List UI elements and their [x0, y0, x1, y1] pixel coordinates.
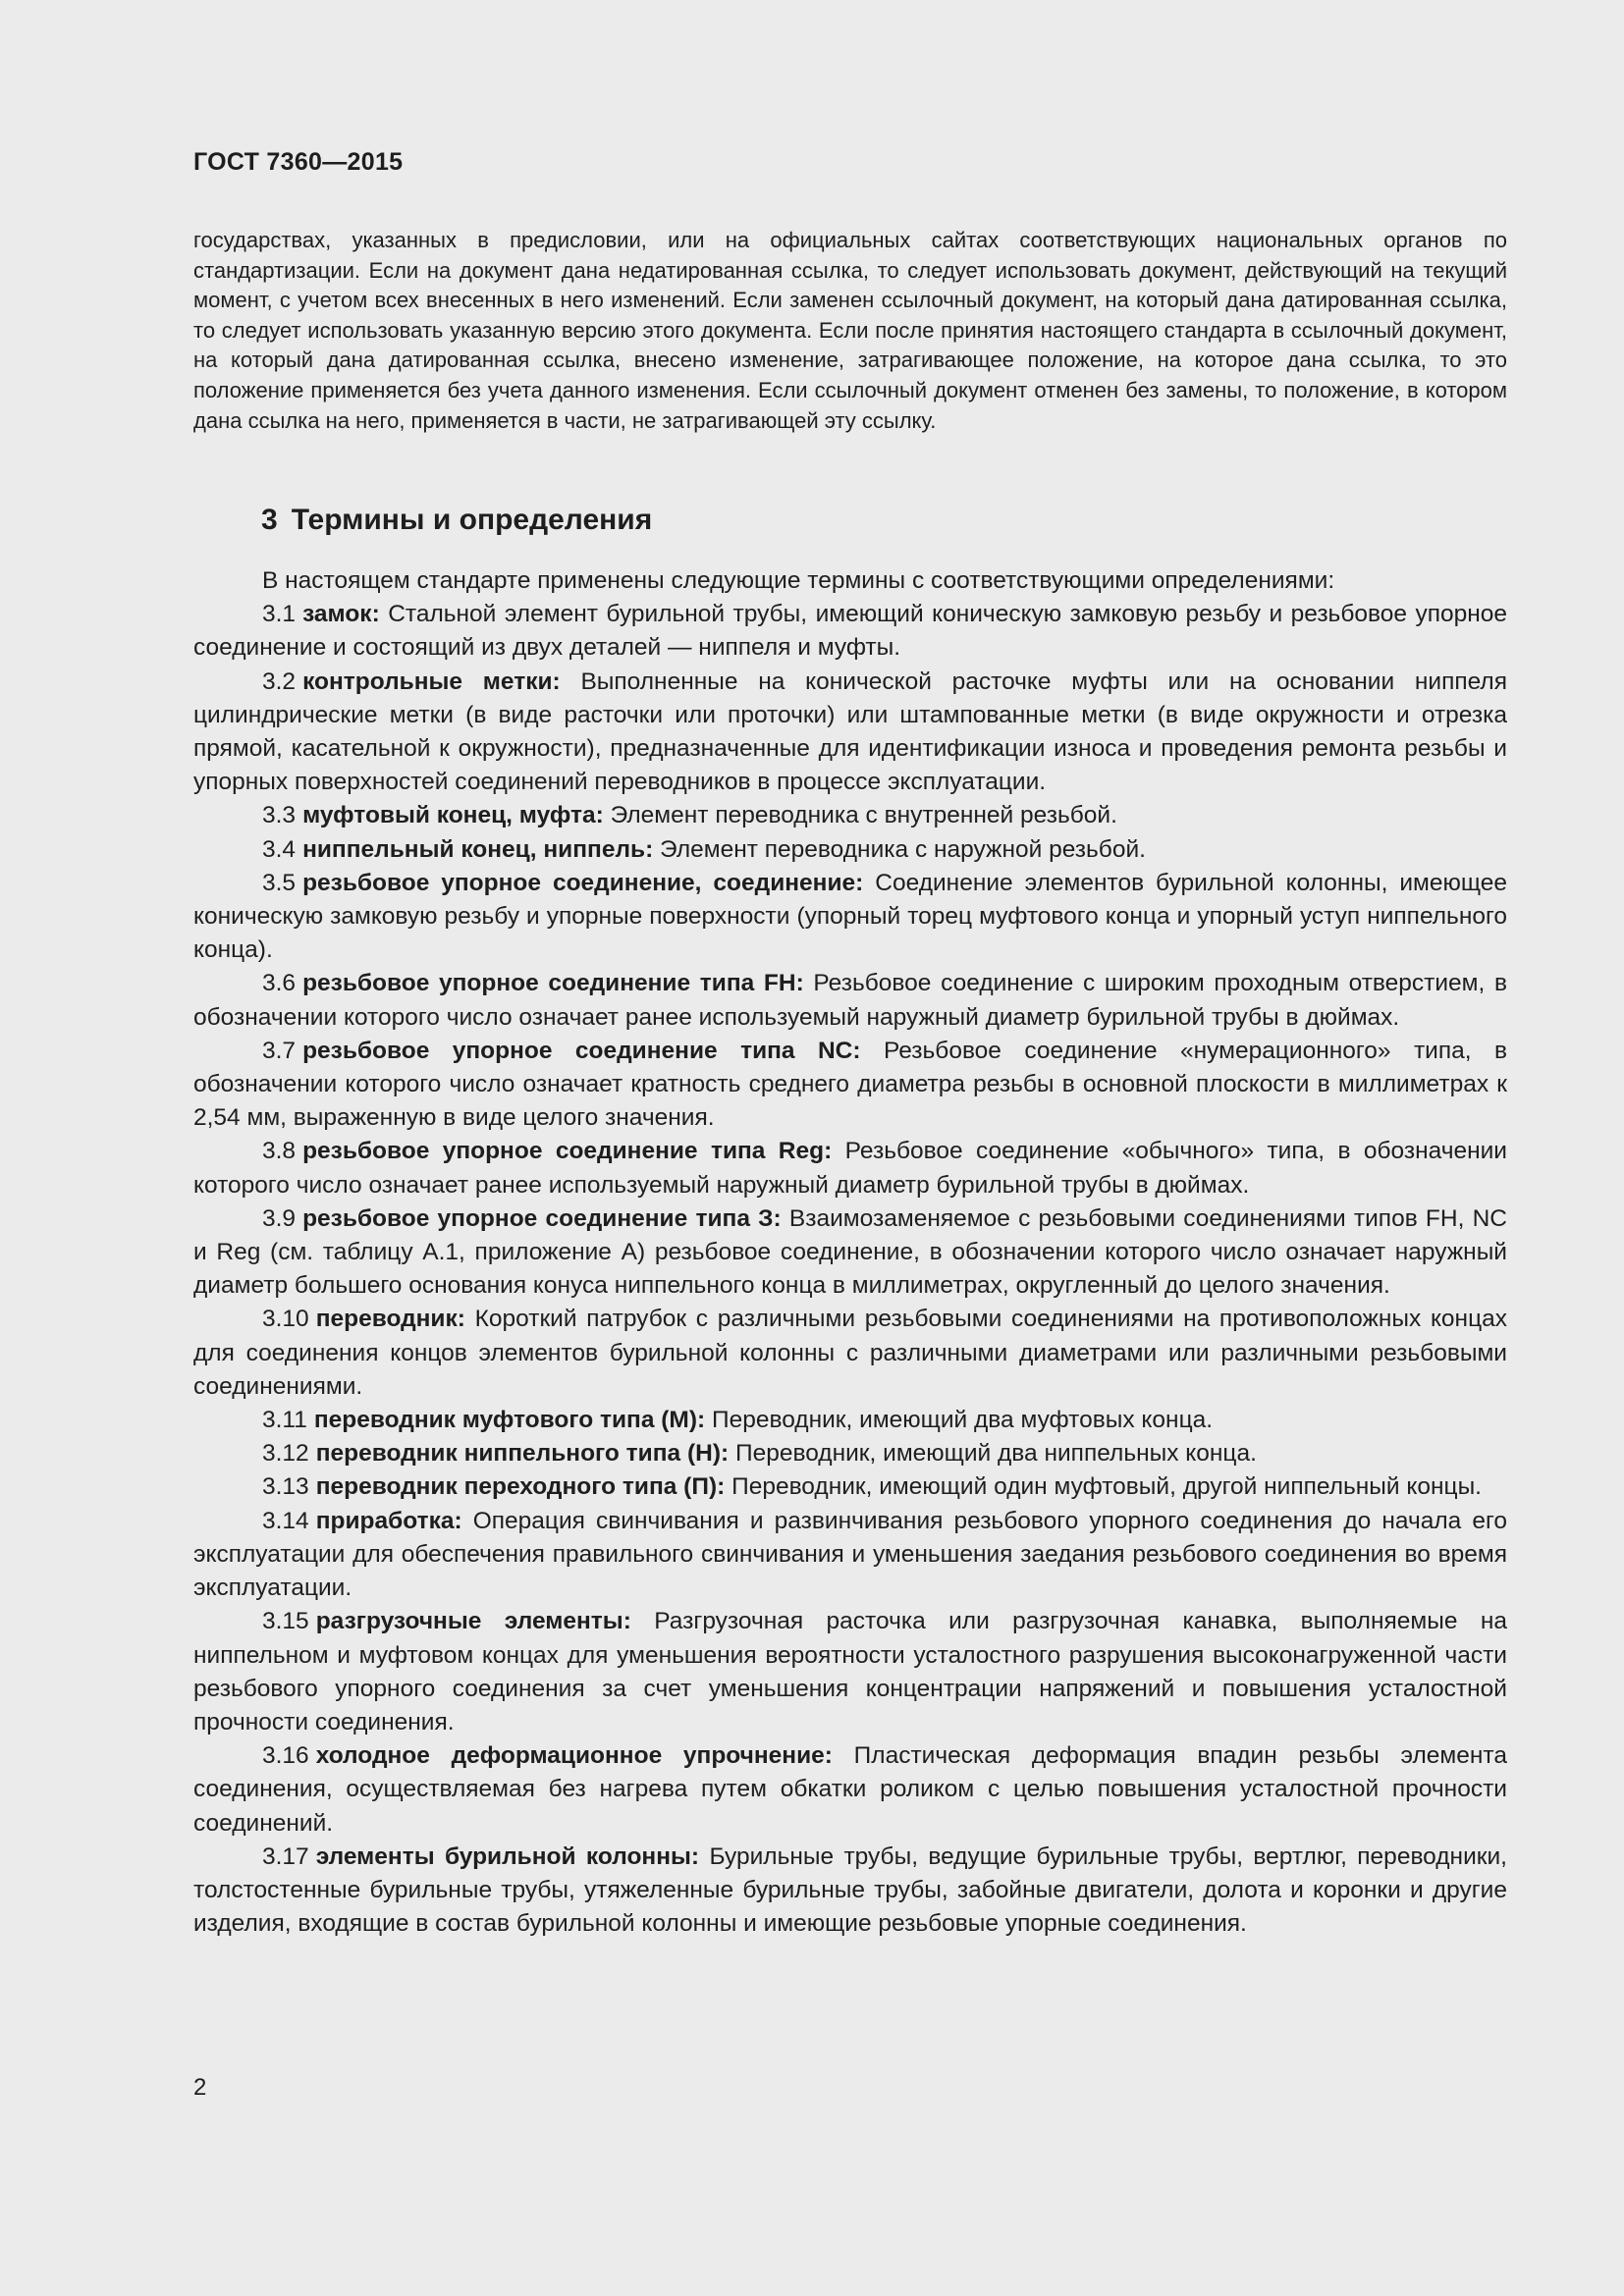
term-entry — [193, 1605, 1507, 1739]
term-entry — [193, 1470, 1507, 1504]
term-definition: Резьбовое соединение «обычного» типа, в обозначении которого число означает ранее используемый наружный диаметр бурильной трубы в дюймах. — [193, 1138, 1507, 1199]
term-name: элементы бурильной колонны: — [315, 1842, 700, 1870]
term-entry — [193, 833, 1507, 867]
term-definition: Выполненные на конической расточке муфты или на основании ниппеля цилиндрические метки (в виде расточки или проточки) или штампованные метки (в виде окружности и отрезка прямой, касательной к окружности), предназначенные для идентификации износа и проведения ремонта резьбы и упорных поверхностей соединений переводников в процессе эксплуатации. — [193, 667, 1507, 796]
term-entry — [193, 1841, 1507, 1942]
term-number: 3.8 — [262, 1138, 297, 1165]
term-definition: Резьбовое соединение «нумерационного» типа, в обозначении которого число означает кратность среднего диаметра резьбы в основной плоскости в миллиметрах к 2,54 мм, выраженную в виде целого значения. — [193, 1037, 1507, 1132]
term-name: резьбовое упорное соединение типа FH: — [302, 970, 804, 997]
term-name: переводник переходного типа (П): — [315, 1473, 726, 1501]
term-definition: Стальной элемент бурильной трубы, имеющий коническую замковую резьбу и резьбовое упорное соединение и состоящий из двух деталей — ниппеля и муфты. — [193, 601, 1507, 662]
term-number: 3.11 — [262, 1407, 307, 1434]
term-definition: Переводник, имеющий два ниппельных конца. — [734, 1440, 1257, 1468]
term-name: холодное деформационное упрочнение: — [315, 1742, 833, 1770]
term-definition: Соединение элементов бурильной колонны, имеющее коническую замковую резьбу и упорные поверхности (упорный торец муфтового конца и упорный уступ ниппельного конца). — [193, 869, 1508, 964]
term-entry — [193, 1404, 1507, 1437]
page-number: 2 — [193, 2074, 207, 2101]
term-number: 3.17 — [262, 1842, 309, 1870]
term-number: 3.1 — [262, 601, 297, 628]
term-definition: Переводник, имеющий два муфтовых конца. — [711, 1407, 1214, 1434]
term-name: разгрузочные элементы: — [315, 1608, 631, 1635]
term-number: 3.14 — [262, 1507, 309, 1534]
term-name: ниппельный конец, ниппель: — [302, 835, 654, 863]
term-definition: Взаимозаменяемое с резьбовыми соединениями типов FH, NC и Reg (см. таблицу А.1, приложение А) резьбовое соединение, в обозначении которого число означает наружный диаметр большего основания конуса ниппельного конца в миллиметрах, округленный до целого значения. — [193, 1204, 1507, 1300]
term-name: резьбовое упорное соединение типа Reg: — [302, 1138, 833, 1165]
term-definition: Элемент переводника с наружной резьбой. — [660, 835, 1146, 863]
term-number: 3.9 — [262, 1204, 297, 1232]
term-number: 3.13 — [262, 1473, 309, 1501]
term-definition: Переводник, имеющий один муфтовый, другой ниппельный концы. — [731, 1473, 1482, 1501]
term-number: 3.5 — [262, 869, 297, 896]
term-entry — [193, 1135, 1507, 1201]
term-number: 3.4 — [262, 835, 297, 863]
term-entry — [193, 598, 1507, 665]
term-name: переводник ниппельного типа (Н): — [315, 1440, 730, 1468]
term-entry — [193, 1202, 1507, 1304]
term-number: 3.10 — [262, 1306, 309, 1333]
term-entry — [193, 1035, 1507, 1136]
term-entry — [193, 967, 1507, 1034]
term-entry — [193, 1739, 1507, 1841]
section-number: 3 — [261, 504, 278, 536]
term-number: 3.15 — [262, 1608, 309, 1635]
document-header: ГОСТ 7360—2015 — [193, 148, 404, 176]
term-definition: Бурильные трубы, ведущие бурильные трубы, вертлюг, переводники, толстостенные бурильные трубы, утяжеленные бурильные трубы, забойные двигатели, долота и коронки и другие изделия, входящие в состав бурильной колонны и имеющие резьбовые упорные соединения. — [193, 1842, 1507, 1938]
terms-list — [193, 564, 1507, 1941]
term-entry — [193, 1437, 1507, 1470]
term-number: 3.12 — [262, 1440, 309, 1468]
term-name: переводник: — [315, 1306, 465, 1333]
term-name: переводник муфтового типа (М): — [313, 1407, 706, 1434]
term-number: 3.2 — [262, 667, 297, 695]
term-definition: Резьбовое соединение с широким проходным отверстием, в обозначении которого число означает ранее используемый наружный диаметр бурильной трубы в дюймах. — [193, 970, 1508, 1031]
term-entry — [193, 666, 1507, 800]
term-number: 3.7 — [262, 1037, 297, 1064]
term-name: резьбовое упорное соединение типа З: — [302, 1204, 782, 1232]
term-name: замок: — [302, 601, 380, 628]
section-title — [261, 504, 652, 537]
term-entry — [193, 1505, 1507, 1606]
term-definition: Разгрузочная расточка или разгрузочная канавка, выполняемые на ниппельном и муфтовом концах для уменьшения вероятности усталостного разрушения высоконагруженной части резьбового упорного соединения за счет уменьшения концентрации напряжений и повышения усталостной прочности соединения. — [193, 1608, 1507, 1735]
term-definition: Операция свинчивания и развинчивания резьбового упорного соединения до начала его эксплуатации для обеспечения правильного свинчивания и уменьшения заедания резьбового соединения во время эксплуатации. — [193, 1507, 1507, 1602]
term-entry — [193, 867, 1507, 968]
section-heading: Термины и определения — [291, 504, 653, 536]
term-name: контрольные метки: — [302, 667, 561, 695]
intro-paragraph: государствах, указанных в предисловии, или на официальных сайтах соответствующих национальных органов по стандартизации. Если на документ дана недатированная ссылка, то следует использовать документ, действующий на текущий момент, с учетом всех внесенных в него изменений. Если заменен ссылочный документ, на который дана датированная ссылка, то следует использовать указанную версию этого документа. Если после принятия настоящего стандарта в ссылочный документ, на который дана датированная ссылка, внесено изменение, затрагивающее положение, на которое дана ссылка, то это положение применяется без учета данного изменения. Если ссылочный документ отменен без замены, то положение, в котором дана ссылка на него, применяется в части, не затрагивающей эту ссылку. — [193, 228, 1507, 433]
term-number: 3.6 — [262, 970, 297, 997]
term-entry — [193, 1303, 1507, 1404]
term-number: 3.3 — [262, 802, 297, 829]
term-definition: Пластическая деформация впадин резьбы элемента соединения, осуществляемая без нагрева путем обкатки роликом с целью повышения усталостной прочности соединений. — [193, 1742, 1508, 1837]
term-entry — [193, 799, 1507, 832]
term-name: муфтовый конец, муфта: — [302, 802, 604, 829]
term-number: 3.16 — [262, 1742, 309, 1770]
term-definition: Элемент переводника с внутренней резьбой. — [610, 802, 1117, 829]
section-lead: В настоящем стандарте применены следующие термины с соответствующими определениями: — [262, 567, 1335, 594]
term-name: приработка: — [315, 1507, 462, 1534]
term-name: резьбовое упорное соединение типа NC: — [302, 1037, 861, 1064]
term-definition: Короткий патрубок с различными резьбовыми соединениями на противоположных концах для соединения концов элементов бурильной колонны с различными диаметрами или различными резьбовыми соединениями. — [193, 1306, 1507, 1400]
term-name: резьбовое упорное соединение, соединение: — [302, 869, 864, 896]
